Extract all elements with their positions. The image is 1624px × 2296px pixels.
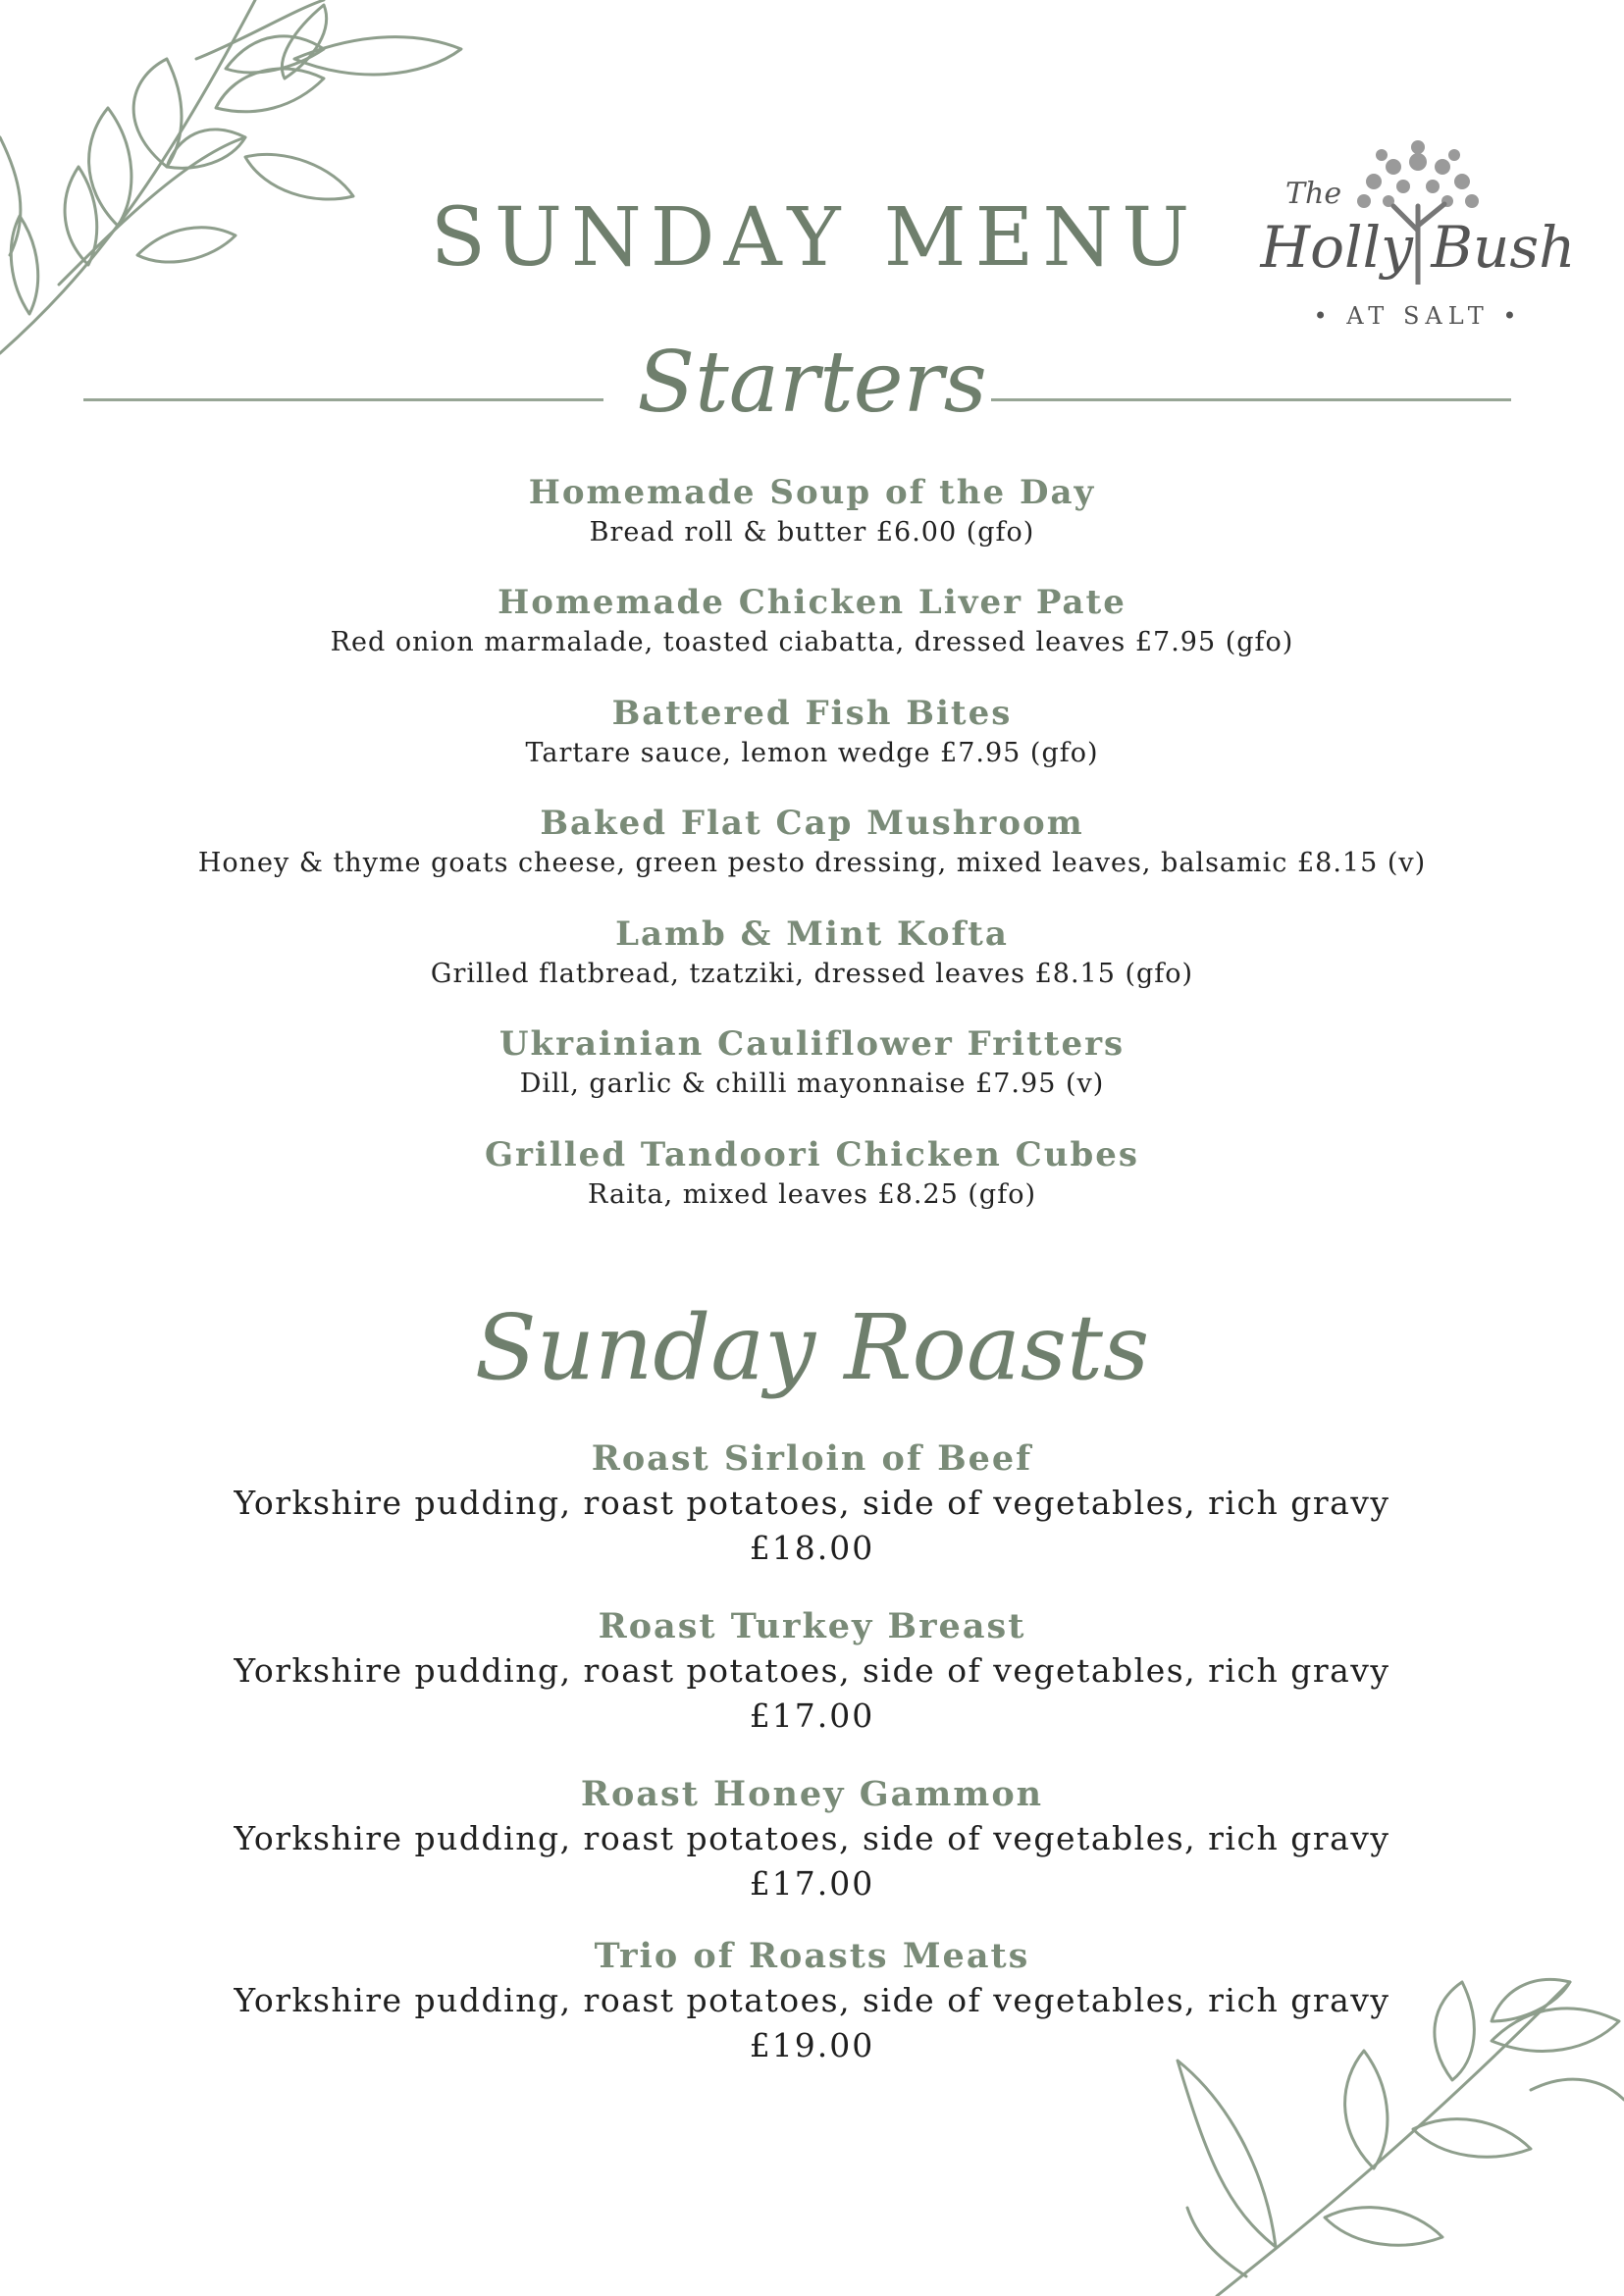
- logo-the-text: The: [1285, 177, 1342, 211]
- restaurant-logo: [1246, 137, 1590, 353]
- starter-description: Raita, mixed leaves £8.25 (gfo): [588, 1179, 1036, 1210]
- logo-name-text: Holly Bush: [1260, 214, 1576, 281]
- starter-description: Honey & thyme goats cheese, green pesto dressing, mixed leaves, balsamic £8.15 (v): [197, 848, 1427, 878]
- page-title: SUNDAY MENU: [430, 191, 1199, 285]
- logo-subtitle-text: • AT SALT •: [1313, 302, 1523, 330]
- roast-description: Yorkshire pudding, roast potatoes, side of vegetables, rich gravy: [234, 1651, 1390, 1690]
- starter-name: Grilled Tandoori Chicken Cubes: [484, 1135, 1139, 1174]
- roast-name: Trio of Roasts Meats: [594, 1936, 1030, 1976]
- starter-name: Homemade Chicken Liver Pate: [498, 583, 1126, 622]
- starter-description: Red onion marmalade, toasted ciabatta, dressed leaves £7.95 (gfo): [330, 627, 1294, 657]
- roast-price: £17.00: [749, 1864, 875, 1903]
- starter-description: Tartare sauce, lemon wedge £7.95 (gfo): [525, 738, 1099, 768]
- roast-price: £17.00: [749, 1696, 875, 1735]
- roast-name: Roast Sirloin of Beef: [591, 1438, 1033, 1479]
- roast-name: Roast Turkey Breast: [598, 1606, 1026, 1646]
- roast-description: Yorkshire pudding, roast potatoes, side of vegetables, rich gravy: [234, 1981, 1390, 2019]
- starter-name: Homemade Soup of the Day: [528, 473, 1096, 512]
- starter-description: Bread roll & butter £6.00 (gfo): [589, 517, 1035, 548]
- roast-price: £18.00: [749, 1529, 875, 1567]
- roast-description: Yorkshire pudding, roast potatoes, side of vegetables, rich gravy: [234, 1819, 1390, 1857]
- roast-description: Yorkshire pudding, roast potatoes, side of vegetables, rich gravy: [234, 1484, 1390, 1522]
- starter-name: Ukrainian Cauliflower Fritters: [498, 1024, 1126, 1064]
- starter-name: Battered Fish Bites: [611, 694, 1013, 733]
- roasts-heading: Sunday Roasts: [474, 1295, 1150, 1400]
- starter-name: Baked Flat Cap Mushroom: [540, 804, 1084, 843]
- starter-description: Grilled flatbread, tzatziki, dressed leaves £8.15 (gfo): [430, 959, 1194, 989]
- roast-price: £19.00: [749, 2026, 875, 2064]
- leaf-decoration-bottom-right-icon: [1158, 1923, 1624, 2296]
- starter-description: Dill, garlic & chilli mayonnaise £7.95 (v): [519, 1069, 1105, 1099]
- starter-name: Lamb & Mint Kofta: [615, 914, 1009, 954]
- starters-heading: Starters: [637, 334, 987, 432]
- roast-name: Roast Honey Gammon: [580, 1774, 1044, 1814]
